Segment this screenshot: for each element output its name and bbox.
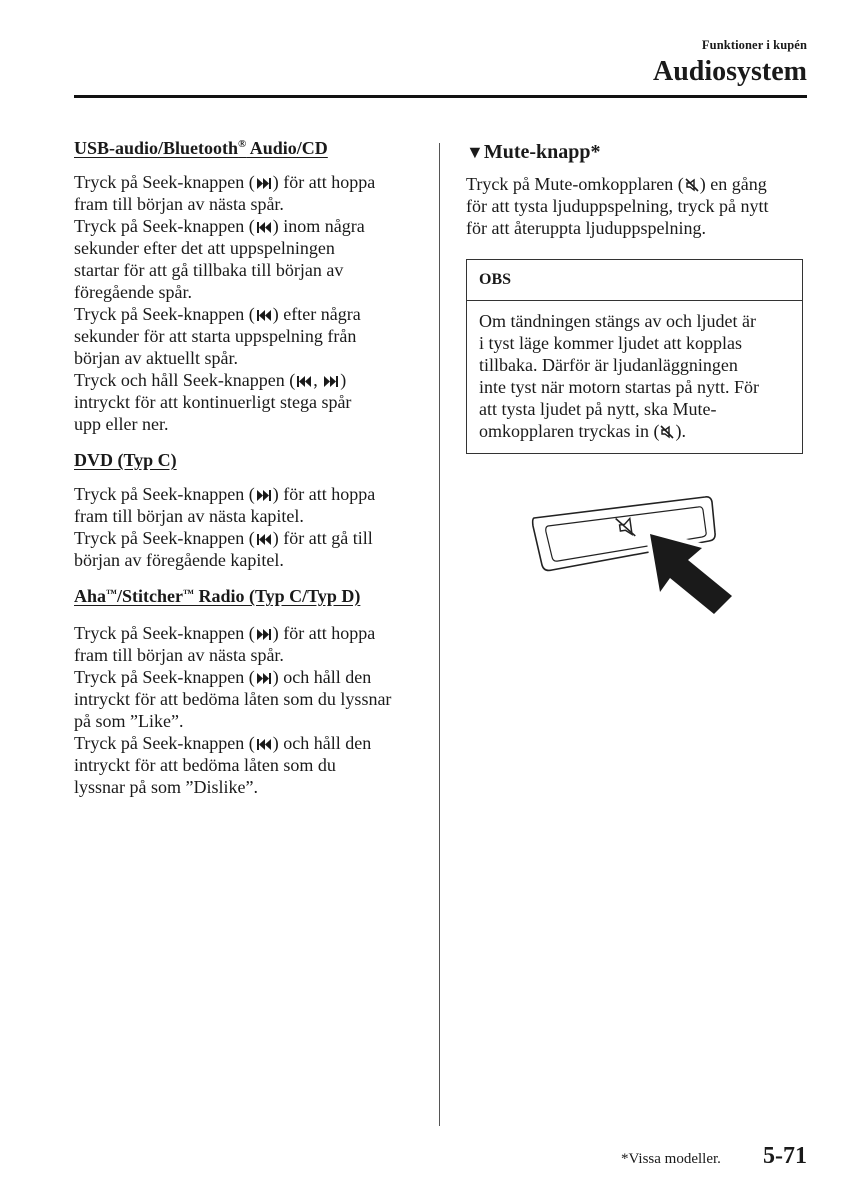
header-section-label: Funktioner i kupén bbox=[701, 38, 807, 52]
seek-backward-icon bbox=[256, 533, 272, 546]
text-line: upp eller ner. bbox=[74, 414, 169, 434]
text-line: Tryck på Seek-knappen ( ) och håll den bbox=[74, 733, 372, 753]
usb-heading-suffix: Audio/CD bbox=[246, 138, 328, 158]
registered-mark: ® bbox=[238, 138, 247, 150]
obs-body bbox=[467, 301, 802, 442]
text-line: sekunder för att starta uppspelning från bbox=[74, 326, 357, 346]
text-line: intryckt för att bedöma låten som du bbox=[74, 755, 336, 775]
text-line: för att återuppta ljuduppspelning. bbox=[466, 218, 706, 238]
dvd-paragraph bbox=[74, 483, 424, 571]
right-column bbox=[466, 140, 806, 252]
text-line: att tysta ljudet på nytt, ska Mute- bbox=[479, 399, 717, 419]
text-line: Tryck på Seek-knappen ( ) för att hoppa bbox=[74, 484, 376, 504]
page-number: 5-71 bbox=[763, 1143, 807, 1169]
text-line: fram till början av nästa spår. bbox=[74, 194, 284, 214]
seek-backward-icon bbox=[296, 375, 312, 388]
page-title: Audiosystem bbox=[652, 56, 807, 87]
text-line: Tryck på Seek-knappen ( ) och håll den bbox=[74, 667, 372, 687]
aha-stitcher-heading: Aha™/Stitcher™ Radio (Typ C/Typ D) bbox=[74, 586, 361, 606]
dvd-heading: DVD (Typ C) bbox=[74, 450, 177, 470]
text-line: inte tyst när motorn startas på nytt. För bbox=[479, 377, 759, 397]
text-line: Tryck på Mute-omkopplaren ( ) en gång bbox=[466, 174, 767, 194]
text-line: intryckt för att kontinuerligt stega spår bbox=[74, 392, 352, 412]
text-line: Tryck och håll Seek-knappen ( , ) bbox=[74, 370, 347, 390]
text-line: startar för att gå tillbaka till början av bbox=[74, 260, 344, 280]
usb-audio-heading bbox=[74, 136, 424, 160]
text-line: på som ”Like”. bbox=[74, 711, 184, 731]
obs-note-box bbox=[466, 259, 803, 454]
aha-paragraph bbox=[74, 622, 424, 798]
text-line: Tryck på Seek-knappen ( ) för att hoppa bbox=[74, 623, 376, 643]
text-line: i tyst läge kommer ljudet att kopplas bbox=[479, 333, 742, 353]
footnote: *Vissa modeller. bbox=[621, 1151, 721, 1167]
text-line: föregående spår. bbox=[74, 282, 192, 302]
mute-button-illustration bbox=[520, 488, 760, 618]
seek-forward-icon bbox=[256, 672, 272, 685]
seek-forward-icon bbox=[323, 375, 339, 388]
seek-forward-icon bbox=[256, 628, 272, 641]
press-arrow-icon bbox=[650, 534, 732, 614]
seek-forward-icon bbox=[256, 177, 272, 190]
text-line: tillbaka. Därför är ljudanläggningen bbox=[479, 355, 738, 375]
text-line: Tryck på Seek-knappen ( ) för att gå till bbox=[74, 528, 373, 548]
mute-speaker-icon bbox=[685, 178, 699, 192]
text-line: intryckt för att bedöma låten som du lyssnar bbox=[74, 689, 392, 709]
column-divider bbox=[439, 143, 440, 1126]
text-line: lyssnar på som ”Dislike”. bbox=[74, 777, 258, 797]
seek-backward-icon bbox=[256, 221, 272, 234]
seek-backward-icon bbox=[256, 738, 272, 751]
mute-paragraph bbox=[466, 173, 806, 239]
seek-forward-icon bbox=[256, 489, 272, 502]
text-line: Om tändningen stängs av och ljudet är bbox=[479, 311, 756, 331]
text-line: omkopplaren tryckas in ( ). bbox=[479, 421, 686, 441]
triangle-marker-icon: ▼ bbox=[466, 142, 484, 162]
text-line: Tryck på Seek-knappen ( ) för att hoppa bbox=[74, 172, 376, 192]
text-line: Tryck på Seek-knappen ( ) inom några bbox=[74, 216, 365, 236]
trademark-mark: ™ bbox=[106, 588, 118, 600]
trademark-mark: ™ bbox=[183, 588, 194, 600]
obs-title: OBS bbox=[467, 260, 802, 301]
text-line: fram till början av nästa kapitel. bbox=[74, 506, 304, 526]
usb-paragraph bbox=[74, 171, 424, 435]
text-line: början av föregående kapitel. bbox=[74, 550, 284, 570]
header-rule bbox=[74, 95, 807, 98]
usb-heading-text: USB-audio/Bluetooth bbox=[74, 138, 239, 158]
mute-speaker-icon bbox=[660, 425, 674, 439]
seek-backward-icon bbox=[256, 309, 272, 322]
text-line: sekunder efter det att uppspelningen bbox=[74, 238, 335, 258]
mute-heading: ▼Mute-knapp* bbox=[466, 141, 601, 163]
text-line: fram till början av nästa spår. bbox=[74, 645, 284, 665]
text-line: Tryck på Seek-knappen ( ) efter några bbox=[74, 304, 361, 324]
left-column bbox=[74, 136, 424, 811]
text-line: början av aktuellt spår. bbox=[74, 348, 238, 368]
text-line: för att tysta ljuduppspelning, tryck på nytt bbox=[466, 196, 769, 216]
